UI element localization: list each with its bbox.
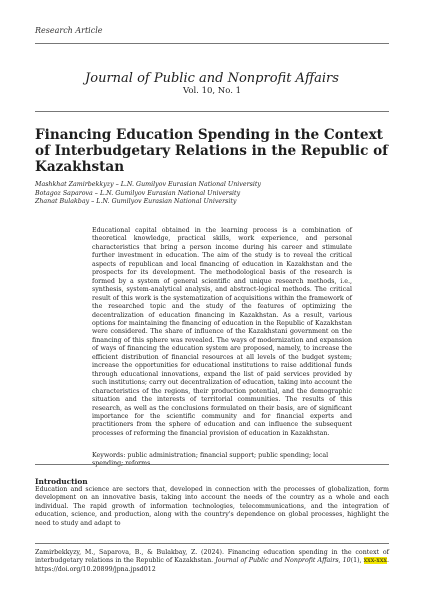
citation-separator: . — [386, 557, 389, 565]
abstract — [92, 227, 352, 438]
journal-name: Journal of Public and Nonprofit Affairs — [85, 71, 339, 86]
header-rule — [35, 43, 389, 44]
introduction-body — [35, 486, 389, 528]
citation-journal: Journal of Public and Nonprofit Affairs — [215, 557, 339, 565]
introduction-text: Education and science are sectors that, developed in connection with the processes of globalization, form development on an innovative basis, taking into account the needs of the country as a whole and each individual. The rapid growth of information technologies, telecommunications, and the integration of education, science, and production, along with the country's dependence on global processes, highlight the need to study and adapt to — [35, 486, 389, 527]
author-list — [35, 181, 389, 207]
citation-issue: (1), — [350, 557, 364, 565]
citation-text: Zamirbekkyzy, M., Saparova, B., & Bulakbay, Z. (2024). Financing education spending in the context of interbudgetary relations in the Republic of Kazakhstan. — [35, 549, 389, 565]
author-line: Mashkhat Zamirbekkyzy – L.N. Gumilyov Eurasian National University — [35, 181, 261, 188]
journal-volume: Vol. 10, No. 1 — [182, 86, 242, 96]
article-type-label: Research Article — [35, 26, 103, 35]
author-line: Botagoz Saparova – L.N. Gumilyov Eurasian National University — [35, 189, 241, 197]
citation-pages: xxx-xxx — [363, 557, 387, 565]
citation-volume: , 10 — [338, 557, 351, 565]
keywords-rule — [35, 464, 389, 465]
keywords: Keywords: public administration; financial support; public spending; local spending; reforms — [92, 452, 329, 468]
citation — [35, 549, 389, 574]
author-line: Zhanat Bulakbay – L.N. Gumilyov Eurasian National University — [35, 198, 237, 206]
doi-link[interactable]: https://doi.org/10.20899/jpna.jpsd012 — [35, 565, 156, 573]
introduction-heading: Introduction — [35, 477, 88, 486]
article-title: Financing Education Spending in the Context of Interbudgetary Relations in the Republic of Kazakhstan — [35, 127, 389, 176]
citation-rule — [35, 543, 389, 544]
abstract-text: Educational capital obtained in the learning process is a combination of theoretical knowledge, practical skills, work experience, and personal characteristics that bring a person income during his career and stimulate further investment in education. The aim of the study is to reveal the critical aspects of republican and local financing of education in Kazakhstan and the prospects for its development. The methodological basis of the research is formed by a system of general scientific and unique research methods, i.e., synthesis, system-analytical analysis, and abstract-logical methods. The critical result of this work is the systematization of acquisitions within the framework of the researched topic and the study of the features of optimizing the decentralization of education financing in Kazakhstan. As a result, various options for maintaining the financing of education in the Republic of Kazakhstan were considered. The share of influence of the Kazakhstani government on the financing of this sphere was revealed. The ways of modernization and expansion of ways of financing the education system are proposed, namely, to increase the efficient distribution of financial resources at all levels of the budget system; increase the opportunities for educational institutions to raise additional funds through educational innovations, expand the list of paid services provided by such institutions; carry out decentralization of education, taking into account the characteristics of the regions, their production potential, and the demographic situation and the interests of territorial communities. The results of this research, as well as the conclusions formulated on their basis, are of significant importance for the scientific community and for financial experts and practitioners from the sphere of education and can influence the subsequent processes of reforming the financial provision of education in Kazakhstan. — [92, 227, 352, 437]
title-rule — [35, 111, 389, 112]
